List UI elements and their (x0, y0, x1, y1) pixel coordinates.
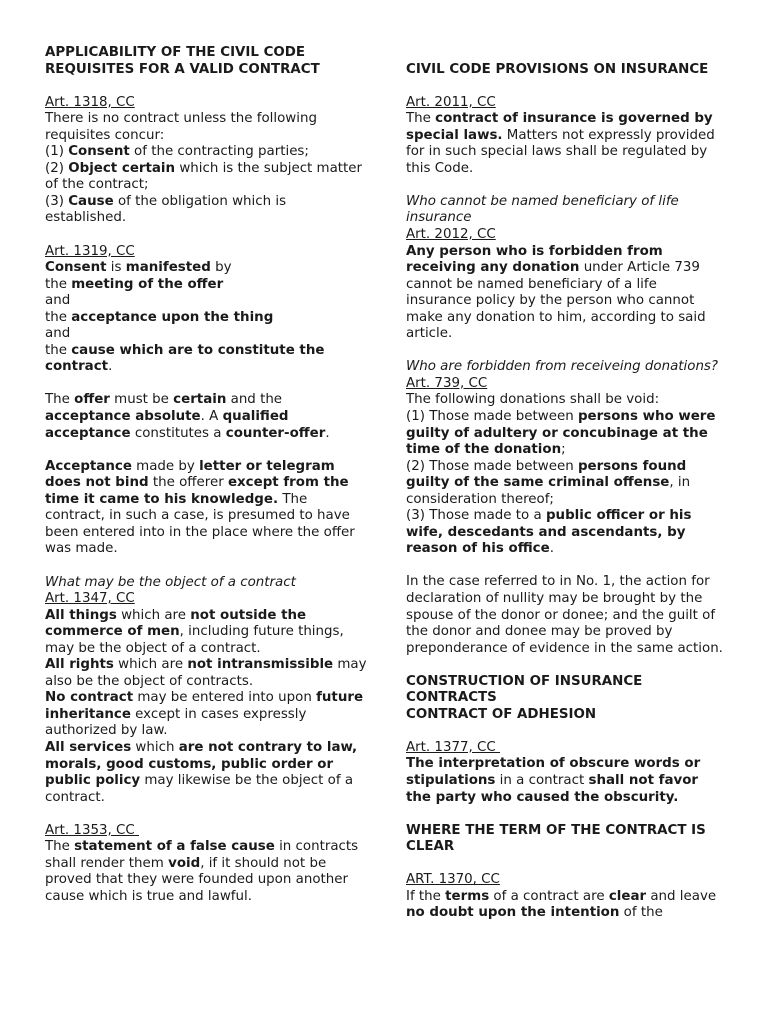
article-line: the acceptance upon the thing (45, 309, 274, 325)
heading-adhesion: CONTRACT OF ADHESION (406, 706, 597, 722)
article-line: and (45, 326, 71, 342)
article-1319 (45, 244, 367, 376)
offer-paragraph: The offer must be certain and the acceptance absolute. A qualified acceptance constitutes a counter-offer. (45, 392, 330, 441)
left-column (45, 45, 367, 905)
article-reference: Art. 1353, CC (45, 822, 139, 838)
article-paragraph: All rights which are not intransmissible may also be the object of contracts. (45, 657, 367, 689)
heading-insurance-provisions: CIVIL CODE PROVISIONS ON INSURANCE (406, 61, 709, 77)
article-reference: Art. 1318, CC (45, 94, 135, 110)
heading-clear-terms: WHERE THE TERM OF THE CONTRACT IS CLEAR (406, 822, 706, 855)
article-text: Any person who is forbidden from receiving any donation under Article 739 cannot be named beneficiary of a life insurance policy by the person who cannot make any donation to him, according to said article. (406, 243, 706, 342)
nullity-paragraph: In the case referred to in No. 1, the action for declaration of nullity may be brought by the spouse of the donor or donee; and the guilt of the donor and donee may be proved by preponderance of evidence in the same action. (406, 574, 723, 656)
article-739 (406, 359, 726, 558)
right-column (406, 62, 726, 922)
article-2011 (406, 95, 726, 178)
requisite-item: (1) Consent of the contracting parties; (45, 144, 309, 160)
heading-requisites: REQUISITES FOR A VALID CONTRACT (45, 61, 320, 77)
article-reference: Art. 1319, CC (45, 243, 135, 259)
article-line: and (45, 293, 71, 309)
article-text: The interpretation of obscure words or stipulations in a contract shall not favor the party who caused the obscurity. (406, 756, 701, 805)
void-donation-item: (3) Those made to a public officer or his wife, descedants and ascendants, by reason of his office. (406, 508, 692, 557)
void-donation-item: (1) Those made between persons who were guilty of adultery or concubinage at the time of the donation; (406, 408, 716, 458)
requisite-item: (2) Object certain which is the subject matter of the contract; (45, 160, 363, 193)
article-reference: Art. 1377, CC (406, 739, 500, 755)
article-text: If the terms of a contract are clear and leave no doubt upon the intention of the (406, 888, 717, 921)
construction-headings (406, 674, 726, 724)
article-reference: ART. 1370, CC (406, 872, 500, 888)
article-text: The statement of a false cause in contracts shall render them void, if it should not be proved that they were founded upon another cause which is true and lawful. (45, 839, 359, 904)
article-text: The contract of insurance is governed by special laws. Matters not expressly provided for in such special laws shall be regulated by this Code. (406, 111, 715, 176)
void-donation-item: (2) Those made between persons found guilty of the same criminal offense, in consideration thereof; (406, 458, 691, 507)
article-paragraph: All services which are not contrary to law, morals, good customs, public order or public policy may likewise be the object of a contract. (45, 739, 358, 805)
article-reference: Art. 739, CC (406, 375, 488, 391)
article-paragraph: No contract may be entered into upon future inheritance except in cases expressly authorized by law. (45, 690, 364, 739)
article-1347 (45, 575, 367, 807)
article-text: There is no contract unless the following requisites concur: (45, 111, 317, 143)
article-1370 (406, 872, 726, 922)
article-reference: Art. 2011, CC (406, 94, 496, 110)
article-1377 (406, 740, 726, 806)
question-heading: Who cannot be named beneficiary of life insurance (406, 193, 679, 226)
heading-applicability: APPLICABILITY OF THE CIVIL CODE (45, 45, 306, 60)
question-heading: What may be the object of a contract (45, 574, 296, 590)
question-heading: Who are forbidden from receiveing donations? (406, 359, 719, 375)
requisite-item: (3) Cause of the obligation which is established. (45, 193, 287, 226)
article-2012 (406, 194, 726, 343)
article-line: the meeting of the offer (45, 276, 224, 292)
acceptance-paragraph: Acceptance made by letter or telegram does not bind the offerer except from the time it came to his knowledge. The contract, in such a case, is presumed to have been entered into in the place where the offer was made. (45, 458, 355, 557)
heading-construction: CONSTRUCTION OF INSURANCE CONTRACTS (406, 673, 643, 706)
article-paragraph: All things which are not outside the commerce of men, including future things, may be the object of a contract. (45, 607, 344, 656)
article-1318 (45, 95, 367, 227)
article-reference: Art. 1347, CC (45, 591, 135, 607)
article-1353 (45, 823, 367, 906)
article-reference: Art. 2012, CC (406, 226, 496, 242)
article-line: Consent is manifested by (45, 260, 232, 276)
article-text: The following donations shall be void: (406, 392, 660, 408)
article-line: the cause which are to constitute the contract. (45, 342, 325, 375)
